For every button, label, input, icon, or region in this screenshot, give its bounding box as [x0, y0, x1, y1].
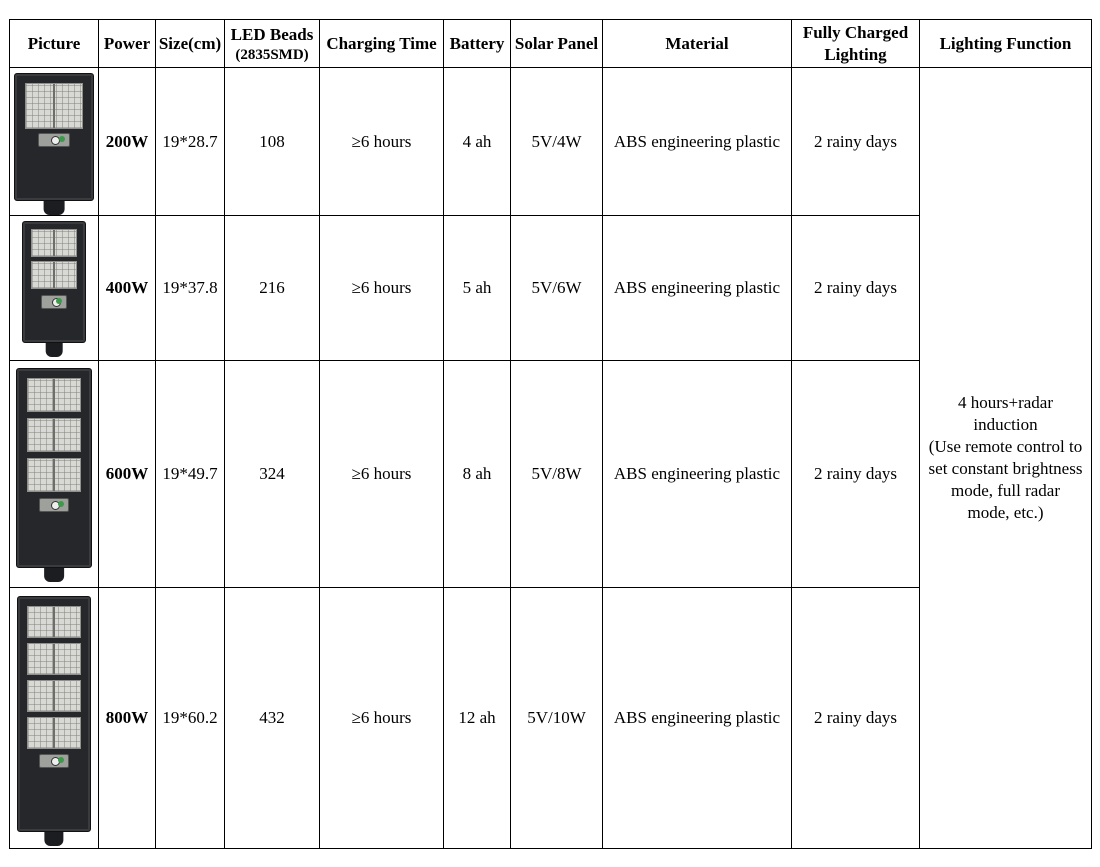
solar-panel-cell: 5V/6W: [511, 216, 603, 361]
charging-time-cell: ≥6 hours: [320, 361, 444, 588]
size-cell: 19*49.7: [156, 361, 225, 588]
lighting-function-line: induction: [973, 415, 1038, 434]
size-cell: 19*60.2: [156, 588, 225, 849]
material-cell: ABS engineering plastic: [603, 68, 792, 216]
picture-cell: [10, 68, 99, 216]
header-lighting-function: Lighting Function: [920, 20, 1092, 68]
spec-table: [9, 19, 1092, 849]
header-led-beads-label: LED Beads: [230, 24, 314, 44]
lighting-function-line: 4 hours+radar: [957, 393, 1054, 412]
header-fully-charged-lighting: [792, 20, 920, 68]
header-led-beads-sub: (2835SMD): [235, 46, 309, 63]
material-cell: ABS engineering plastic: [603, 216, 792, 361]
fully-charged-lighting-cell: 2 rainy days: [792, 588, 920, 849]
power-cell: 600W: [99, 361, 156, 588]
battery-cell: 4 ah: [444, 68, 511, 216]
charging-time-cell: ≥6 hours: [320, 216, 444, 361]
header-fully-charged-line2: Lighting: [824, 44, 887, 64]
led-beads-cell: 216: [225, 216, 320, 361]
lighting-function-line: mode, etc.): [967, 503, 1044, 522]
charging-time-cell: ≥6 hours: [320, 68, 444, 216]
picture-cell: [10, 216, 99, 361]
charging-time-cell: ≥6 hours: [320, 588, 444, 849]
solar-street-light-400w-image: [22, 221, 86, 357]
power-cell: 800W: [99, 588, 156, 849]
header-material: Material: [603, 20, 792, 68]
led-beads-cell: 432: [225, 588, 320, 849]
fully-charged-lighting-cell: 2 rainy days: [792, 216, 920, 361]
picture-cell: [10, 361, 99, 588]
lighting-function-line: (Use remote control to: [928, 437, 1083, 456]
power-cell: 400W: [99, 216, 156, 361]
solar-panel-cell: 5V/8W: [511, 361, 603, 588]
battery-cell: 8 ah: [444, 361, 511, 588]
size-cell: 19*37.8: [156, 216, 225, 361]
picture-cell: [10, 588, 99, 849]
fully-charged-lighting-cell: 2 rainy days: [792, 68, 920, 216]
header-charging-time: Charging Time: [320, 20, 444, 68]
lighting-function-line: set constant brightness: [928, 459, 1083, 478]
battery-cell: 12 ah: [444, 588, 511, 849]
led-beads-cell: 324: [225, 361, 320, 588]
power-cell: 200W: [99, 68, 156, 216]
solar-street-light-600w-image: [16, 368, 92, 582]
material-cell: ABS engineering plastic: [603, 361, 792, 588]
header-solar-panel: Solar Panel: [511, 20, 603, 68]
solar-panel-cell: 5V/4W: [511, 68, 603, 216]
header-picture: Picture: [10, 20, 99, 68]
solar-street-light-800w-image: [17, 596, 91, 846]
header-battery: Battery: [444, 20, 511, 68]
header-led-beads: [225, 20, 320, 68]
lighting-function-line: mode, full radar: [950, 481, 1061, 500]
fully-charged-lighting-cell: 2 rainy days: [792, 361, 920, 588]
solar-panel-cell: 5V/10W: [511, 588, 603, 849]
size-cell: 19*28.7: [156, 68, 225, 216]
table-header-row: [10, 20, 1092, 68]
header-power: Power: [99, 20, 156, 68]
material-cell: ABS engineering plastic: [603, 588, 792, 849]
table-row: [10, 68, 1092, 216]
battery-cell: 5 ah: [444, 216, 511, 361]
lighting-function-cell: [920, 68, 1092, 849]
led-beads-cell: 108: [225, 68, 320, 216]
solar-street-light-200w-image: [14, 73, 94, 215]
header-size: Size(cm): [156, 20, 225, 68]
header-fully-charged-line1: Fully Charged: [802, 22, 909, 42]
